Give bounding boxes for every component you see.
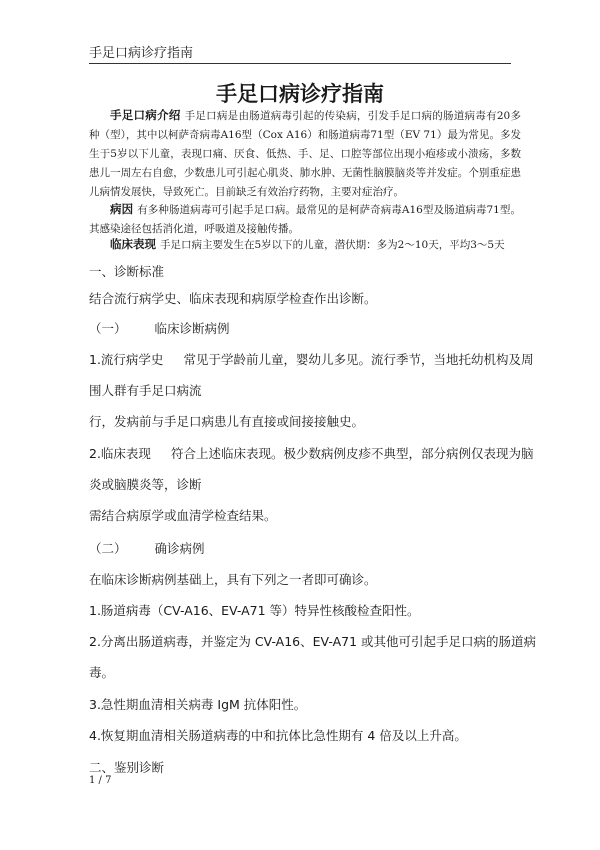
subsection-title: 确诊病例: [154, 541, 205, 556]
intro-lead: 手足口病介绍: [110, 108, 181, 122]
confirm-item-2-line-2: 毒。: [89, 665, 115, 680]
cause-text: 有多种肠道病毒可引起手足口病。最常见的是柯萨奇病毒A16型及肠道病毒71型。其感染途径包括消化道，呼吸道及接触传播。: [89, 204, 522, 235]
diagnosis-desc: 结合流行病学史、临床表现和病原学检查作出诊断。: [89, 291, 377, 306]
intro-text: 手足口病是由肠道病毒引起的传染病，引发手足口病的肠道病毒有20多种（型），其中以柯萨奇病毒A16型（Cox A16）和肠道病毒71型（EV 71）最为常见。多发生于5岁以下儿童，表现口痛、厌食、低热、手、足、口腔等部位出现小疱疹或小溃疡，多数患儿一周左右自愈，少数患儿可引起心肌炎、肺水肿、无菌性脑膜脑炎等并发症。个别重症患儿病情发展快，导致死亡。目前缺乏有效治疗药物，主要对症治疗。: [89, 110, 521, 198]
confirm-item-2: 2.分离出肠道病毒，并鉴定为 CV-A16、EV-A71 或其他可引起手足口病的肠道病: [89, 634, 537, 649]
section-heading-differential: 二、鉴别诊断: [89, 760, 165, 775]
confirm-item-3: 3.急性期血清相关病毒 IgM 抗体阳性。: [89, 697, 307, 712]
confirm-item-4: 4.恢复期血清相关肠道病毒的中和抗体比急性期有 4 倍及以上升高。: [89, 728, 467, 743]
epidemiology-line: [89, 350, 534, 368]
clinical-criteria-line-2: 炎或脑膜炎等，诊断: [89, 477, 202, 492]
clinical-text: 手足口病主要发生在5岁以下的儿童，潜伏期：多为2～10天，平均3～5天: [160, 239, 505, 251]
clinical-lead: 临床表现: [110, 237, 156, 251]
clinical-criteria-line-3: 需结合病原学或血清学检查结果。: [89, 508, 277, 523]
subsection-number: （二）: [89, 541, 127, 556]
subsection-confirmed-heading: [89, 539, 529, 557]
epidemiology-text: 常见于学龄前儿童，婴幼儿多见。流行季节，当地托幼机构及周: [183, 352, 534, 367]
subsection-title: 临床诊断病例: [154, 321, 230, 336]
cause-lead: 病因: [110, 202, 134, 216]
cause-paragraph: [89, 200, 521, 239]
running-header: 手足口病诊疗指南: [89, 46, 194, 61]
confirm-item-1: 1.肠道病毒（CV-A16、EV-A71 等）特异性核酸检查阳性。: [89, 603, 420, 618]
epidemiology-line-3: 行，发病前与手足口病患儿有直接或间接接触史。: [89, 414, 365, 429]
section-heading-diagnosis: 一、诊断标准: [89, 264, 165, 279]
clinical-criteria-line: [89, 444, 534, 462]
intro-paragraph: [89, 106, 521, 202]
confirm-desc: 在临床诊断病例基础上，具有下列之一者即可确诊。: [89, 572, 377, 587]
clinical-paragraph: [89, 235, 521, 255]
epidemiology-label: 1.流行病学史: [89, 352, 164, 367]
subsection-clinical-heading: [89, 319, 529, 337]
page-title: 手足口病诊疗指南: [216, 82, 384, 106]
epidemiology-line-2: 围人群有手足口病流: [89, 383, 202, 398]
subsection-number: （一）: [89, 321, 127, 336]
header-rule: [89, 63, 511, 64]
page-number: 1 / 7: [89, 775, 112, 786]
clinical-criteria-text: 符合上述临床表现。极少数病例皮疹不典型，部分病例仅表现为脑: [170, 446, 534, 461]
clinical-criteria-label: 2.临床表现: [89, 446, 151, 461]
